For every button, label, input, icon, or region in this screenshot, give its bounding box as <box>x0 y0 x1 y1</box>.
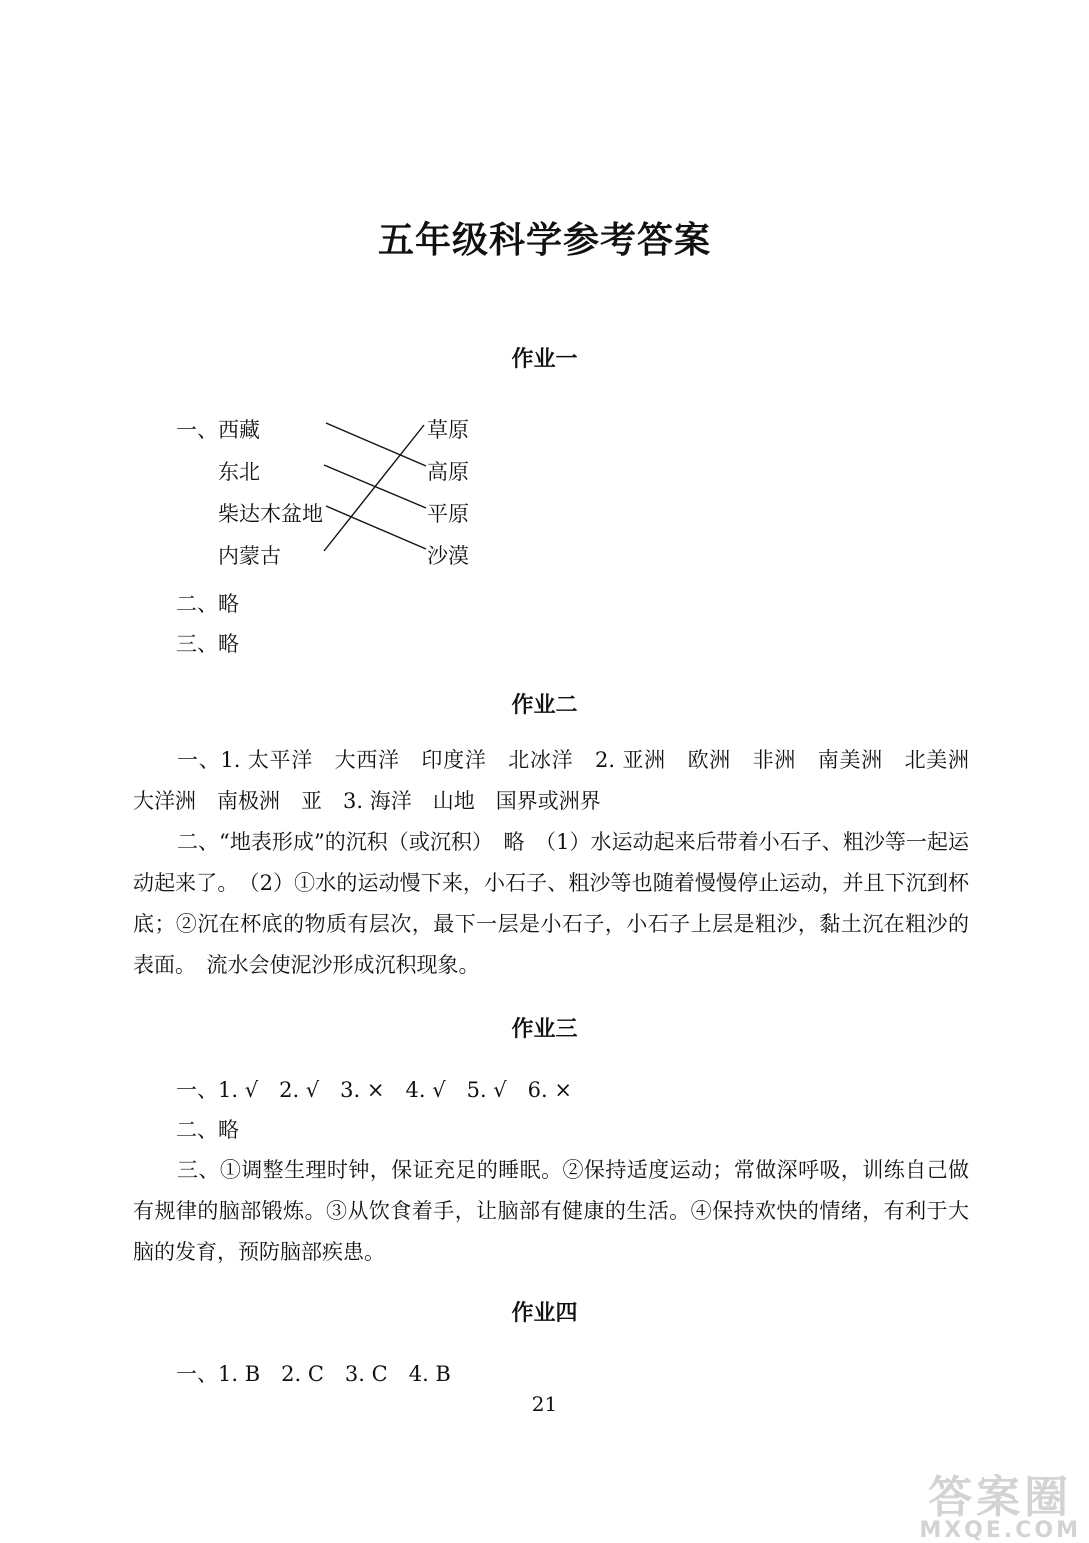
hw3-paragraph-3: 三、①调整生理时钟，保证充足的睡眠。②保持适度运动；常做深呼吸，训练自己做有规律的脑部锻炼。③从饮食着手，让脑部有健康的生活。④保持欢快的情绪，有利于大脑的发育，预防脑部疾患。 <box>133 1158 969 1264</box>
match-left-item-4: 内蒙古 <box>218 544 281 568</box>
match-right-item-1: 草原 <box>427 418 469 442</box>
match-left-item-2: 东北 <box>218 460 260 484</box>
matching-lines <box>0 0 1089 600</box>
watermark <box>919 1472 1081 1543</box>
match-right-item-3: 平原 <box>427 502 469 526</box>
hw2-paragraph-1: 一、1. 太平洋 大西洋 印度洋 北冰洋 2. 亚洲 欧洲 非洲 南美洲 北美洲 大洋洲 南极洲 亚 3. 海洋 山地 国界或洲界 <box>133 748 990 813</box>
match-line-xizang-gaoyuan <box>326 423 426 466</box>
match-left-item-3: 柴达木盆地 <box>218 502 323 526</box>
hw1-question-3: 三、略 <box>176 632 239 656</box>
match-question-prefix: 一、 <box>176 418 218 442</box>
hw4-question-1: 一、1. B 2. C 3. C 4. B <box>176 1362 451 1386</box>
match-right-item-2: 高原 <box>427 460 469 484</box>
match-right-item-4: 沙漠 <box>427 544 469 568</box>
watermark-url: MXQE.COM <box>919 1518 1081 1543</box>
match-line-qaidam-shamo <box>326 506 426 549</box>
section-heading-hw2: 作业二 <box>511 693 578 718</box>
hw3-question-2: 二、略 <box>176 1118 239 1142</box>
hw1-question-2: 二、略 <box>176 592 239 616</box>
page-title: 五年级科学参考答案 <box>377 220 711 261</box>
section-heading-hw4: 作业四 <box>511 1301 578 1326</box>
hw3-question-1: 一、1. √ 2. √ 3. × 4. √ 5. √ 6. × <box>176 1078 572 1102</box>
hw2-paragraph-2: 二、“地表形成”的沉积（或沉积） 略 （1）水运动起来后带着小石子、粗沙等一起运动起来了。 （2）①水的运动慢下来，小石子、粗沙等也随着慢慢停止运动，并且下沉到杯底；②沉在杯底的物质有层次，最下一层是小石子，小石子上层是粗沙，黏土沉在粗沙的表面。 流水会使泥沙形成沉积现象。 <box>133 830 969 977</box>
section-heading-hw3: 作业三 <box>511 1017 578 1042</box>
page-number: 21 <box>531 1392 558 1416</box>
section-heading-hw1: 作业一 <box>511 347 578 372</box>
match-left-item-1: 西藏 <box>218 418 260 442</box>
watermark-logo: 答案圈 <box>928 1472 1073 1523</box>
